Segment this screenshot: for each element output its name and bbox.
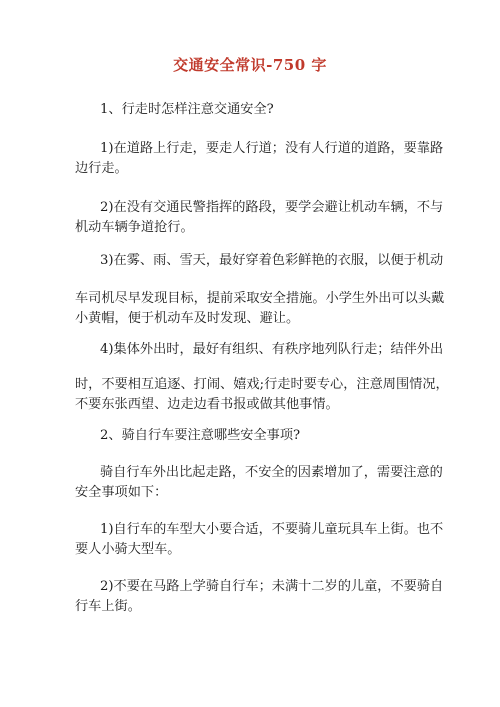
paragraph-line: 2)不要在马路上学骑自行车；未满十二岁的儿童，不要骑自 [100,579,444,594]
paragraph-line: 不要东张西望、边走边看书报或做其他事情。 [75,397,339,412]
paragraph-line: 安全事项如下： [75,485,168,500]
document-title: 交通安全常识-750 字 [173,56,327,74]
paragraph-line: 3)在雾、雨、雪天，最好穿着色彩鲜艳的衣服，以便于机动 [100,253,444,268]
heading-cycling: 2、骑自行车要注意哪些安全事项? [100,428,301,443]
paragraph-line: 4)集体外出时，最好有组织、有秩序地列队行走；结伴外出 [100,342,444,357]
paragraph-line: 2)在没有交通民警指挥的路段，要学会避让机动车辆，不与 [100,200,444,215]
paragraph-line: 行车上街。 [75,599,141,614]
paragraph-line: 时，不要相互追逐、打闹、嬉戏;行走时要专心，注意周围情况， [75,377,449,392]
paragraph-line: 骑自行车外出比起走路，不安全的因素增加了，需要注意的 [100,465,443,480]
paragraph-line: 机动车辆争道抢行。 [75,220,194,235]
paragraph-line: 1)自行车的车型大小要合适，不要骑儿童玩具车上街。也不 [100,522,444,537]
paragraph-line: 边行走。 [75,161,128,176]
paragraph-line: 小黄帽，便于机动车及时发现、避让。 [75,311,300,326]
paragraph-line: 要人小骑大型车。 [75,542,181,557]
paragraph-line: 车司机尽早发现目标，提前采取安全措施。小学生外出可以头戴 [75,291,445,306]
heading-walking: 1、行走时怎样注意交通安全? [100,102,274,117]
paragraph-line: 1)在道路上行走，要走人行道；没有人行道的道路，要靠路 [100,141,444,156]
